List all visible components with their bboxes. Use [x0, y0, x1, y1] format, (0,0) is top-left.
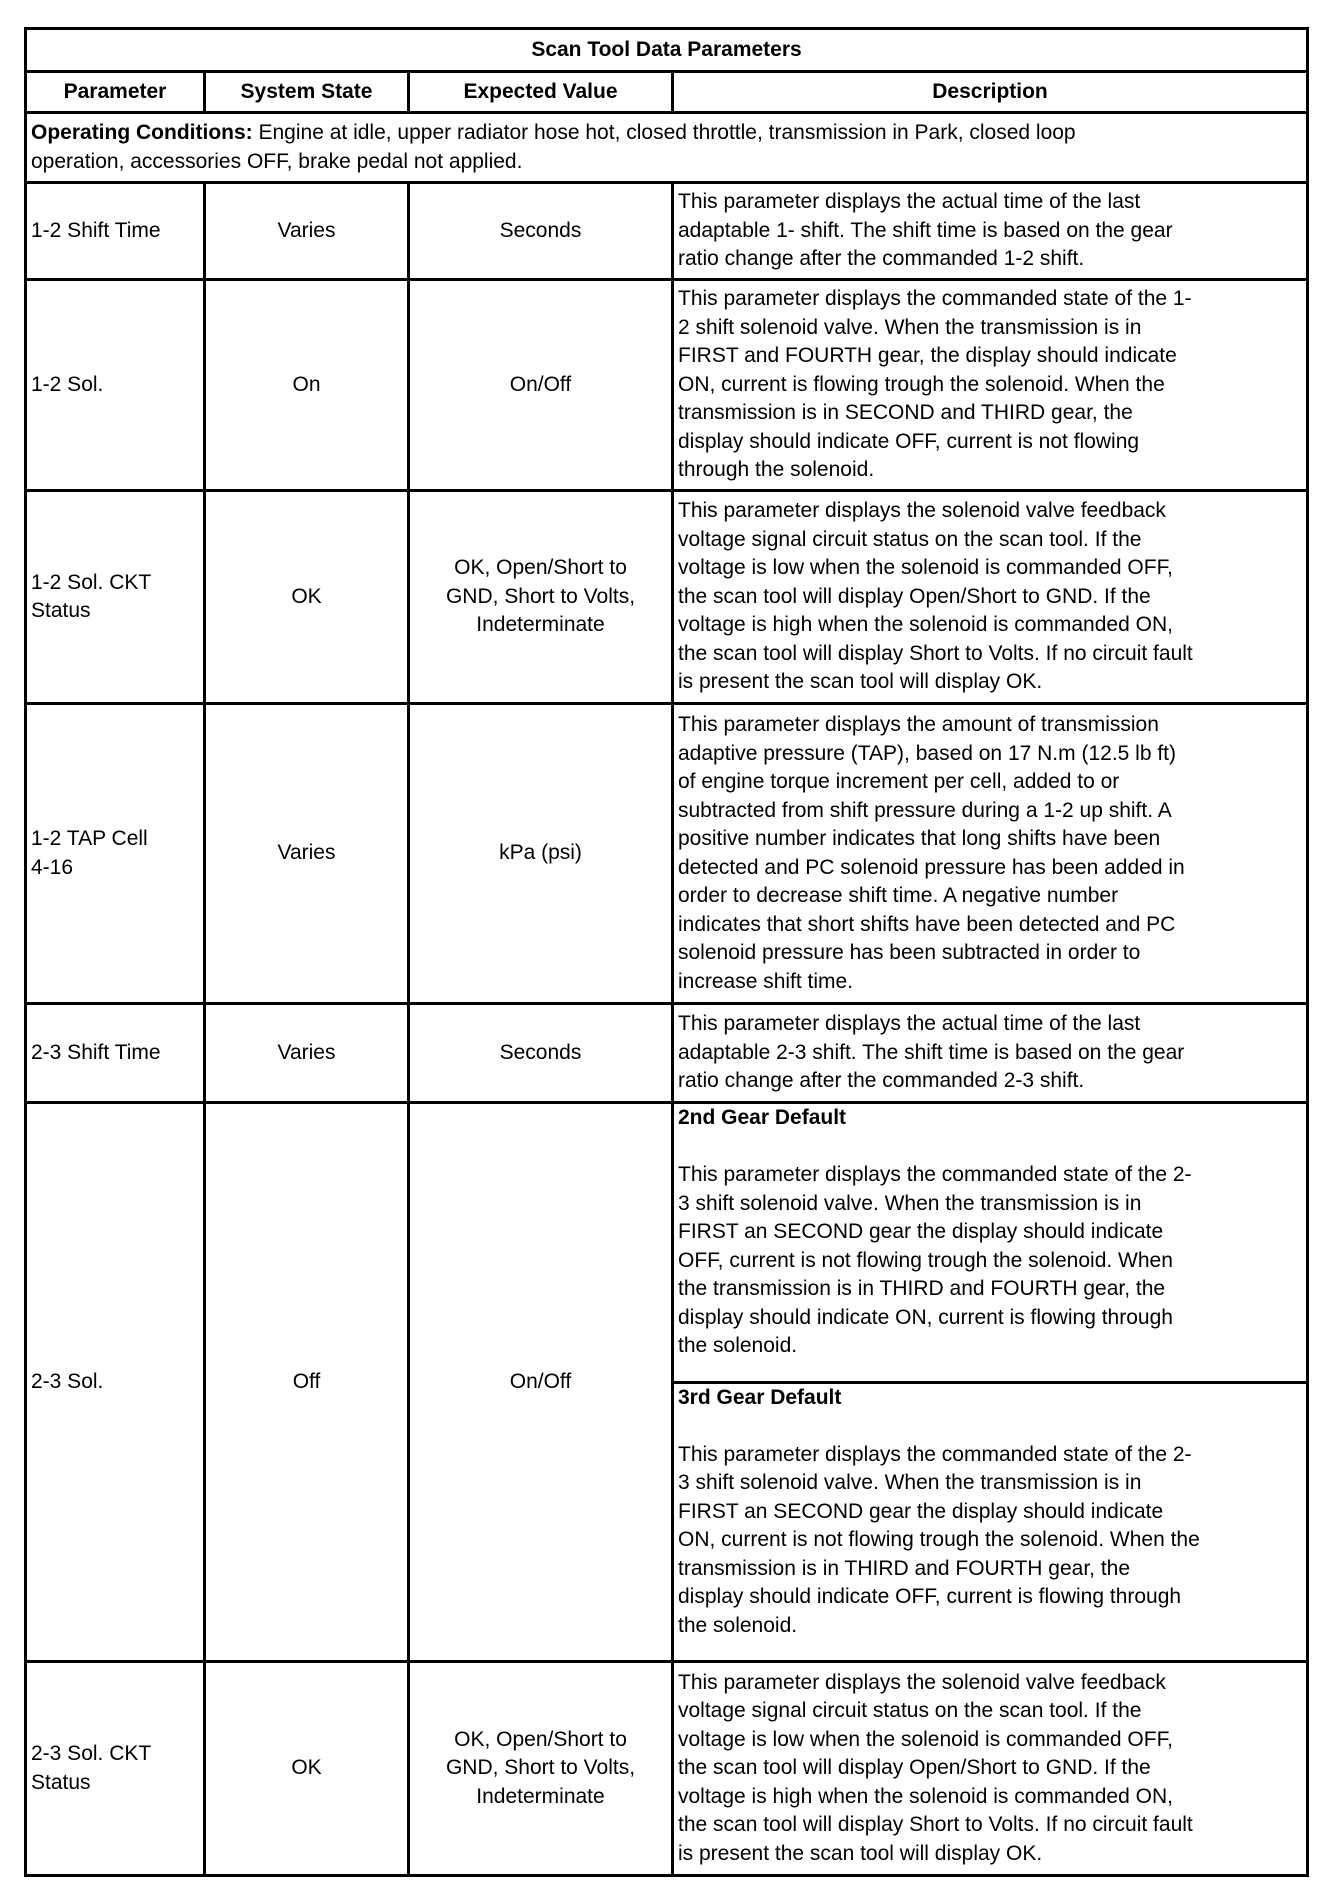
expected-value-cell	[409, 491, 673, 704]
text-line: 1-2 Sol. CKT	[31, 570, 152, 594]
text-line: of engine torque increment per cell, added to or	[678, 770, 1120, 793]
text-line: the scan tool will display Open/Short to GND. If the	[678, 584, 1151, 608]
text-line: voltage is high when the solenoid is commanded ON,	[678, 1784, 1173, 1808]
parameter-cell	[26, 1004, 205, 1103]
parameter-cell	[26, 1662, 205, 1876]
text-line: is present the scan tool will display OK.	[678, 1841, 1043, 1865]
table-row	[26, 491, 1308, 704]
parameter-cell	[26, 491, 205, 704]
table-row	[26, 1004, 1308, 1103]
parameter-cell	[26, 183, 205, 280]
description-heading: 2nd Gear Default	[678, 1106, 847, 1129]
text-line: 2-3 Sol.	[31, 1369, 104, 1393]
text-line: Status	[31, 599, 91, 622]
header-parameter: Parameter	[26, 72, 205, 113]
text-line: adaptive pressure (TAP), based on 17 N.m (12.5 lb ft)	[678, 741, 1177, 765]
parameter-cell	[26, 704, 205, 1004]
table-row	[26, 280, 1308, 491]
system-state-cell: Varies	[205, 704, 409, 1004]
table-row	[26, 704, 1308, 1004]
table-row	[26, 1662, 1308, 1876]
text-line: This parameter displays the commanded state of the 2-	[678, 1163, 1192, 1186]
text-line: OK, Open/Short to	[454, 1727, 627, 1751]
table-title: Scan Tool Data Parameters	[26, 29, 1308, 72]
text-line: transmission is in THIRD and FOURTH gear, the	[678, 1556, 1131, 1580]
text-line: kPa (psi)	[499, 841, 582, 865]
table-row	[26, 183, 1308, 280]
description-cell	[673, 1662, 1308, 1876]
text-line: ON, current is not flowing trough the solenoid. When the	[678, 1528, 1200, 1551]
system-state-cell: Varies	[205, 1004, 409, 1103]
text-line: FIRST and FOURTH gear, the display should indicate	[678, 344, 1177, 368]
text-line: This parameter displays the commanded state of the 1-	[678, 287, 1192, 311]
text-line: voltage signal circuit status on the scan tool. If the	[678, 527, 1142, 551]
text-line: ratio change after the commanded 2-3 shift.	[678, 1069, 1085, 1093]
description-cell	[673, 1103, 1308, 1383]
operating-conditions	[26, 113, 1308, 183]
text-line: Indeterminate	[476, 613, 605, 637]
text-line: display should indicate ON, current is flowing through	[678, 1305, 1173, 1329]
text-line: ratio change after the commanded 1-2 shift.	[678, 247, 1085, 271]
text-line: increase shift time.	[678, 969, 854, 993]
text-line: the transmission is in THIRD and FOURTH gear, the	[678, 1277, 1166, 1300]
text-line: GND, Short to Volts,	[445, 1756, 636, 1780]
text-line: 2-3 Shift Time	[31, 1040, 161, 1064]
parameter-cell	[26, 280, 205, 491]
text-line: through the solenoid.	[678, 458, 875, 482]
expected-value-cell	[409, 183, 673, 280]
description-cell	[673, 704, 1308, 1004]
operating-conditions-label: Operating Conditions:	[31, 121, 253, 144]
text-line: 3 shift solenoid valve. When the transmission is in	[678, 1191, 1142, 1215]
text-line: This parameter displays the amount of transmission	[678, 713, 1159, 736]
text-line: OFF, current is not flowing trough the solenoid. When	[678, 1248, 1173, 1272]
text-line: FIRST an SECOND gear the display should indicate	[678, 1220, 1164, 1243]
text-line: the scan tool will display Short to Volts. If no circuit fault	[678, 641, 1193, 665]
text-line: adaptable 1- shift. The shift time is based on the gear	[678, 218, 1173, 242]
text-line: is present the scan tool will display OK.	[678, 670, 1043, 694]
text-line: This parameter displays the actual time of the last	[678, 190, 1141, 214]
text-line: 3 shift solenoid valve. When the transmission is in	[678, 1471, 1142, 1494]
system-state-cell: Off	[205, 1103, 409, 1662]
text-line: voltage is low when the solenoid is commanded OFF,	[678, 556, 1173, 580]
text-line: This parameter displays the commanded state of the 2-	[678, 1442, 1192, 1466]
scan-tool-data-table	[24, 27, 1309, 1877]
text-line: transmission is in SECOND and THIRD gear, the	[678, 401, 1133, 425]
text-line: Seconds	[499, 1040, 582, 1064]
system-state-cell: On	[205, 280, 409, 491]
operating-conditions-text: Engine at idle, upper radiator hose hot, closed throttle, transmission in Park, closed loop	[252, 121, 1076, 144]
text-line: display should indicate OFF, current is flowing through	[678, 1585, 1182, 1608]
text-line: 2-3 Sol. CKT	[31, 1742, 152, 1765]
system-state-cell: OK	[205, 1662, 409, 1876]
description-cell	[673, 183, 1308, 280]
text-line: detected and PC solenoid pressure has been added in	[678, 855, 1185, 879]
text-line: Indeterminate	[476, 1784, 605, 1808]
parameter-cell	[26, 1103, 205, 1662]
expected-value-cell	[409, 704, 673, 1004]
system-state-cell: Varies	[205, 183, 409, 280]
expected-value-cell	[409, 1662, 673, 1876]
text-line: GND, Short to Volts,	[445, 584, 636, 608]
expected-value-cell	[409, 1103, 673, 1662]
text-line: On/Off	[509, 372, 572, 396]
text-line: This parameter displays the solenoid valve feedback	[678, 499, 1166, 523]
expected-value-cell	[409, 280, 673, 491]
text-line: the solenoid.	[678, 1334, 798, 1357]
text-line: ON, current is flowing trough the solenoid. When the	[678, 372, 1165, 396]
header-description: Description	[673, 72, 1308, 113]
text-line: 4-16	[31, 855, 74, 879]
description-cell	[673, 280, 1308, 491]
text-line: 2 shift solenoid valve. When the transmission is in	[678, 315, 1142, 339]
text-line: solenoid pressure has been subtracted in order to	[678, 941, 1141, 964]
text-line: 1-2 Sol.	[31, 372, 104, 396]
text-line: voltage is high when the solenoid is commanded ON,	[678, 613, 1173, 637]
text-line: adaptable 2-3 shift. The shift time is based on the gear	[678, 1040, 1185, 1064]
text-line: the solenoid.	[678, 1613, 798, 1637]
text-line: FIRST an SECOND gear the display should indicate	[678, 1499, 1164, 1523]
text-line: This parameter displays the solenoid valve feedback	[678, 1670, 1166, 1694]
text-line: the scan tool will display Short to Volts. If no circuit fault	[678, 1813, 1193, 1837]
text-line: display should indicate OFF, current is not flowing	[678, 429, 1140, 453]
text-line: Status	[31, 1770, 91, 1794]
text-line: voltage is low when the solenoid is commanded OFF,	[678, 1727, 1173, 1751]
header-expected-value: Expected Value	[409, 72, 673, 113]
description-heading: 3rd Gear Default	[678, 1385, 842, 1409]
text-line: On/Off	[509, 1369, 572, 1393]
text-line: 1-2 Shift Time	[31, 218, 161, 242]
text-line: subtracted from shift pressure during a 1-2 up shift. A	[678, 798, 1172, 822]
description-cell	[673, 1382, 1308, 1662]
text-line: This parameter displays the actual time of the last	[678, 1012, 1141, 1036]
description-cell	[673, 1004, 1308, 1103]
text-line: the scan tool will display Open/Short to GND. If the	[678, 1756, 1151, 1780]
text-line: positive number indicates that long shifts have been	[678, 827, 1161, 850]
expected-value-cell	[409, 1004, 673, 1103]
system-state-cell: OK	[205, 491, 409, 704]
text-line: Seconds	[499, 218, 582, 242]
text-line: 1-2 TAP Cell	[31, 827, 148, 850]
text-line: indicates that short shifts have been detected and PC	[678, 912, 1176, 936]
operating-conditions-text: operation, accessories OFF, brake pedal not applied.	[31, 149, 523, 173]
text-line: voltage signal circuit status on the scan tool. If the	[678, 1699, 1142, 1723]
table-row	[26, 1103, 1308, 1383]
description-cell	[673, 491, 1308, 704]
text-line: order to decrease shift time. A negative number	[678, 884, 1119, 907]
text-line: OK, Open/Short to	[454, 556, 627, 580]
header-system-state: System State	[205, 72, 409, 113]
